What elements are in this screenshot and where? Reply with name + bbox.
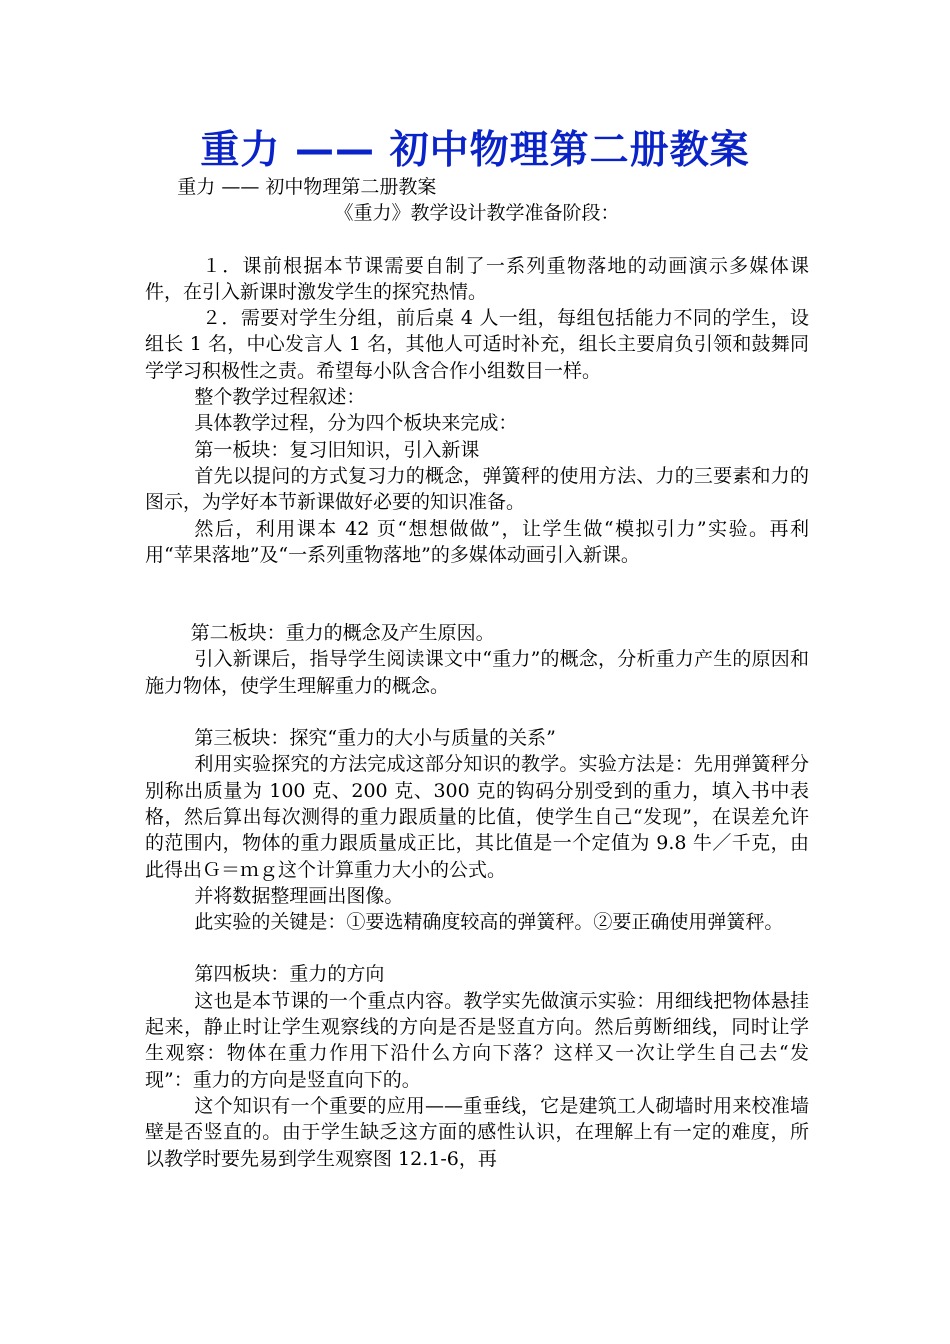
block-1-paragraph-1: 首先以提问的方式复习力的概念，弹簧秤的使用方法、力的三要素和力的图示，为学好本节新课做好必要的知识准备。 [145,464,809,514]
block-3-paragraph-3: 此实验的关键是：①要选精确度较高的弹簧秤。②要正确使用弹簧秤。 [194,911,784,934]
paragraph-prep-1: １．课前根据本节课需要自制了一系列重物落地的动画演示多媒体课件，在引入新课时激发学生的探究热情。 [145,254,809,303]
paragraph-prep-2: ２．需要对学生分组，前后桌 4 人一组，每组包括能力不同的学生，设组长 1 名，中心发言人 1 名，其他人可适时补充，组长主要肩负引领和鼓舞同学学习积极性之责。希望每小队含合作小组数目一样。 [145,307,809,382]
document-body [145,174,809,1172]
block-4-paragraph-2: 这个知识有一个重要的应用——重垂线，它是建筑工人砌墙时用来校准墙壁是否竖直的。由于学生缺乏这方面的感性认识，在理解上有一定的难度，所以教学时要先易到学生观察图 12.1-6，再 [145,1094,809,1170]
block-3-paragraph-1: 利用实验探究的方法完成这部分知识的教学。实验方法是：先用弹簧秤分别称出质量为 100 克、200 克、300 克的钩码分别受到的重力，填入书中表格，然后算出每次测得的重力跟质量的比值，使学生自己“发现”，在误差允许的范围内，物体的重力跟质量成正比，其比值是一个定值为 9.8 牛／千克，由此得出Ｇ＝ｍｇ这个计算重力大小的公式。 [145,753,809,881]
paragraph-process-intro: 具体教学过程，分为四个板块来完成： [194,412,518,435]
section-heading: 《重力》教学设计教学准备阶段： [334,202,620,225]
document-title: 重力 —— 初中物理第二册教案 [200,128,750,173]
block-3-paragraph-2: 并将数据整理画出图像。 [194,884,404,907]
block-2-paragraph: 引入新课后，指导学生阅读课文中“重力”的概念，分析重力产生的原因和施力物体，使学生理解重力的概念。 [145,648,809,697]
block-1-paragraph-2: 然后，利用课本 42 页“想想做做”，让学生做“模拟引力”实验。再利用“苹果落地”及“一系列重物落地”的多媒体动画引入新课。 [145,517,809,566]
block-2-heading: 第二板块：重力的概念及产生原因。 [190,622,495,645]
subtitle-line: 重力 —— 初中物理第二册教案 [177,176,437,198]
block-3-heading: 第三板块：探究“重力的大小与质量的关系” [194,727,556,750]
paragraph-process-heading: 整个教学过程叙述： [194,386,366,409]
block-4-heading: 第四板块：重力的方向 [194,963,385,986]
block-1-heading: 第一板块：复习旧知识，引入新课 [194,438,480,461]
block-4-paragraph-1: 这也是本节课的一个重点内容。教学实先做演示实验：用细线把物体悬挂起来，静止时让学生观察线的方向是否是竖直方向。然后剪断细线，同时让学生观察：物体在重力作用下沿什么方向下落？这样又一次让学生自己去“发现”：重力的方向是竖直向下的。 [145,989,809,1091]
